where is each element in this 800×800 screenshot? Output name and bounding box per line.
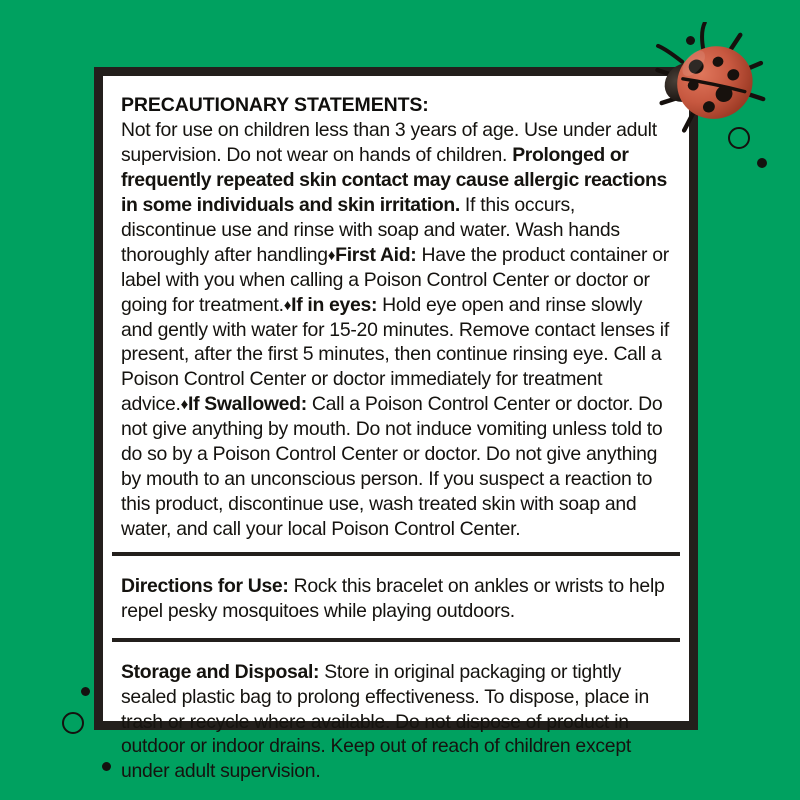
if-in-eyes-text: Hold eye open and rinse slowly and gently with water for 15-20 minutes. Remove contact lenses if present, after the first 5 minutes, then continue rinsing eye. Call a Poison Control Center or doctor immediately for treatment advice. bbox=[121, 293, 669, 416]
dot-top-right bbox=[686, 36, 695, 45]
precautionary-statements-heading: PRECAUTIONARY STATEMENTS: bbox=[121, 94, 429, 116]
storage-and-disposal-section bbox=[103, 642, 689, 799]
label-card bbox=[94, 67, 698, 783]
directions-for-use-text: Rock this bracelet on ankles or wrists to help repel pesky mosquitoes while playing outdoors. bbox=[121, 574, 665, 622]
dot-right-upper bbox=[757, 158, 767, 168]
if-swallowed-text: Call a Poison Control Center or doctor. Do not give anything by mouth. Do not induce vomiting unless told to do so by a Poison Control Center or doctor. Do not give anything by mouth to an unconscious person. If you suspect a reaction to this product, discontinue use, wash treated skin with soap and water, and call your local Poison Control Center. bbox=[121, 393, 663, 540]
directions-for-use-body bbox=[121, 574, 671, 624]
precautions-bold-warning: Prolonged or frequently repeated skin contact may cause allergic reactions in some individuals and skin irritation. bbox=[121, 144, 667, 216]
directions-for-use-section bbox=[103, 556, 689, 638]
directions-for-use-label: Directions for Use: bbox=[121, 574, 289, 597]
diamond-bullet-icon-if-in-eyes: ♦ bbox=[283, 296, 292, 314]
precautions-intro-2: If this occurs, discontinue use and rinse with soap and water. Wash hands thoroughly after handling bbox=[121, 193, 620, 266]
precautionary-statements-body bbox=[121, 118, 671, 542]
storage-and-disposal-label: Storage and Disposal: bbox=[121, 660, 320, 683]
storage-and-disposal-body bbox=[121, 660, 671, 785]
precautions-intro-1: Not for use on children less than 3 years of age. Use under adult supervision. Do not wear on hands of children. bbox=[121, 119, 657, 167]
if-swallowed-label: If Swallowed: bbox=[188, 393, 307, 416]
first-aid-text: Have the product container or label with you when calling a Poison Control Center or doctor or going for treatment. bbox=[121, 243, 669, 316]
if-in-eyes-label: If in eyes: bbox=[291, 293, 378, 316]
ring-left-lower bbox=[62, 712, 84, 734]
diamond-bullet-icon-first-aid: ♦ bbox=[327, 246, 336, 264]
first-aid-label: First Aid: bbox=[335, 243, 417, 266]
ring-right-upper bbox=[728, 127, 750, 149]
storage-and-disposal-text: Store in original packaging or tightly sealed plastic bag to prolong effectiveness. To dispose, place in trash or recycle where available. Do not dispose of product in outdoor or indoor drains. Keep out of reach of children except under adult supervision. bbox=[121, 660, 650, 783]
precautionary-statements-section bbox=[103, 76, 689, 552]
dot-left-lower bbox=[81, 687, 90, 696]
diamond-bullet-icon-if-swallowed: ♦ bbox=[180, 396, 189, 414]
